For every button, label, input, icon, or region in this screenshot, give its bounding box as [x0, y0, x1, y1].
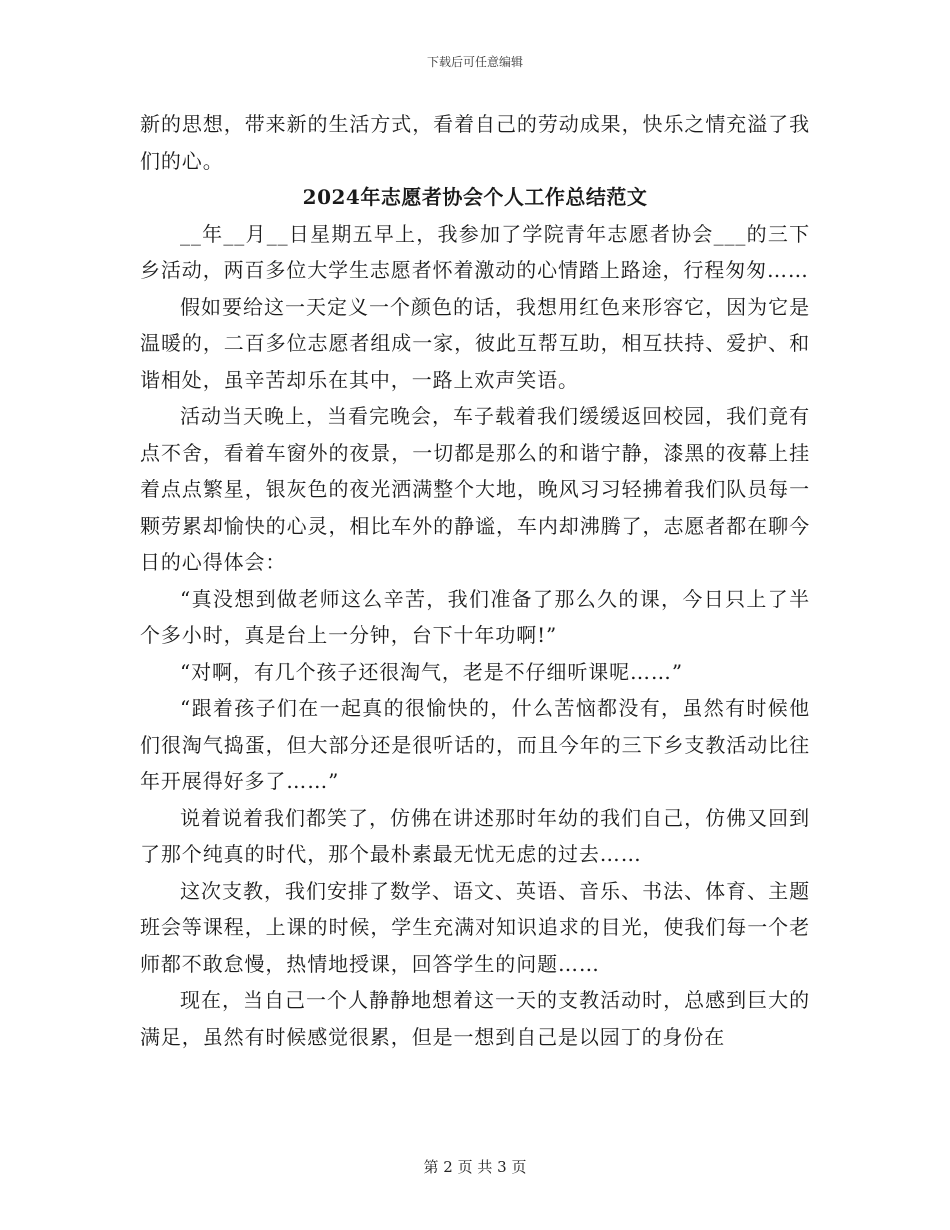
body-paragraph: 这次支教，我们安排了数学、语文、英语、音乐、书法、体育、主题班会等课程，上课的时候，学生充满对知识追求的目光，使我们每一个老师都不敢怠慢，热情地授课，回答学生的问题…… [140, 878, 810, 976]
body-paragraph: 现在，当自己一个人静静地想着这一天的支教活动时，总感到巨大的满足，虽然有时候感觉很累，但是一想到自己是以园丁的身份在 [140, 988, 810, 1049]
page-header: 下载后可任意编辑 [426, 55, 523, 69]
document-title: 2024年志愿者协会个人工作总结范文 [302, 185, 648, 209]
body-paragraph: 假如要给这一天定义一个颜色的话，我想用红色来形容它，因为它是温暖的，二百多位志愿者组成一家，彼此互帮互助，相互扶持、爱护、和谐相处，虽辛苦却乐在其中，一路上欢声笑语。 [140, 294, 810, 392]
quote-paragraph: “真没想到做老师这么辛苦，我们准备了那么久的课，今日只上了半个多小时，真是台上一分钟，台下十年功啊!” [140, 586, 810, 647]
quote-paragraph: “跟着孩子们在一起真的很愉快的，什么苦恼都没有，虽然有时候他们很淘气捣蛋，但大部分还是很听话的，而且今年的三下乡支教活动比往年开展得好多了……” [140, 696, 810, 793]
body-paragraph: 说着说着我们都笑了，仿佛在讲述那时年幼的我们自己，仿佛又回到了那个纯真的时代，那个最朴素最无忧无虑的过去…… [140, 805, 810, 866]
document-body [140, 106, 810, 1055]
body-paragraph: __年__月__日星期五早上，我参加了学院青年志愿者协会___的三下乡活动，两百多位大学生志愿者怀着激动的心情踏上路途，行程匆匆…… [140, 221, 810, 282]
body-paragraph: 活动当天晚上，当看完晚会，车子载着我们缓缓返回校园，我们竟有点不舍，看着车窗外的夜景，一切都是那么的和谐宁静，漆黑的夜幕上挂着点点繁星，银灰色的夜光洒满整个大地，晚风习习轻拂着我们队员每一颗劳累却愉快的心灵，相比车外的静谧，车内却沸腾了，志愿者都在聊今日的心得体会： [140, 404, 810, 574]
quote-paragraph: “对啊，有几个孩子还很淘气，老是不仔细听课呢……” [180, 659, 683, 684]
page-number: 第 2 页 共 3 页 [423, 1158, 527, 1176]
continuation-paragraph: 新的思想，带来新的生活方式，看着自己的劳动成果，快乐之情充溢了我们的心。 [140, 112, 810, 173]
